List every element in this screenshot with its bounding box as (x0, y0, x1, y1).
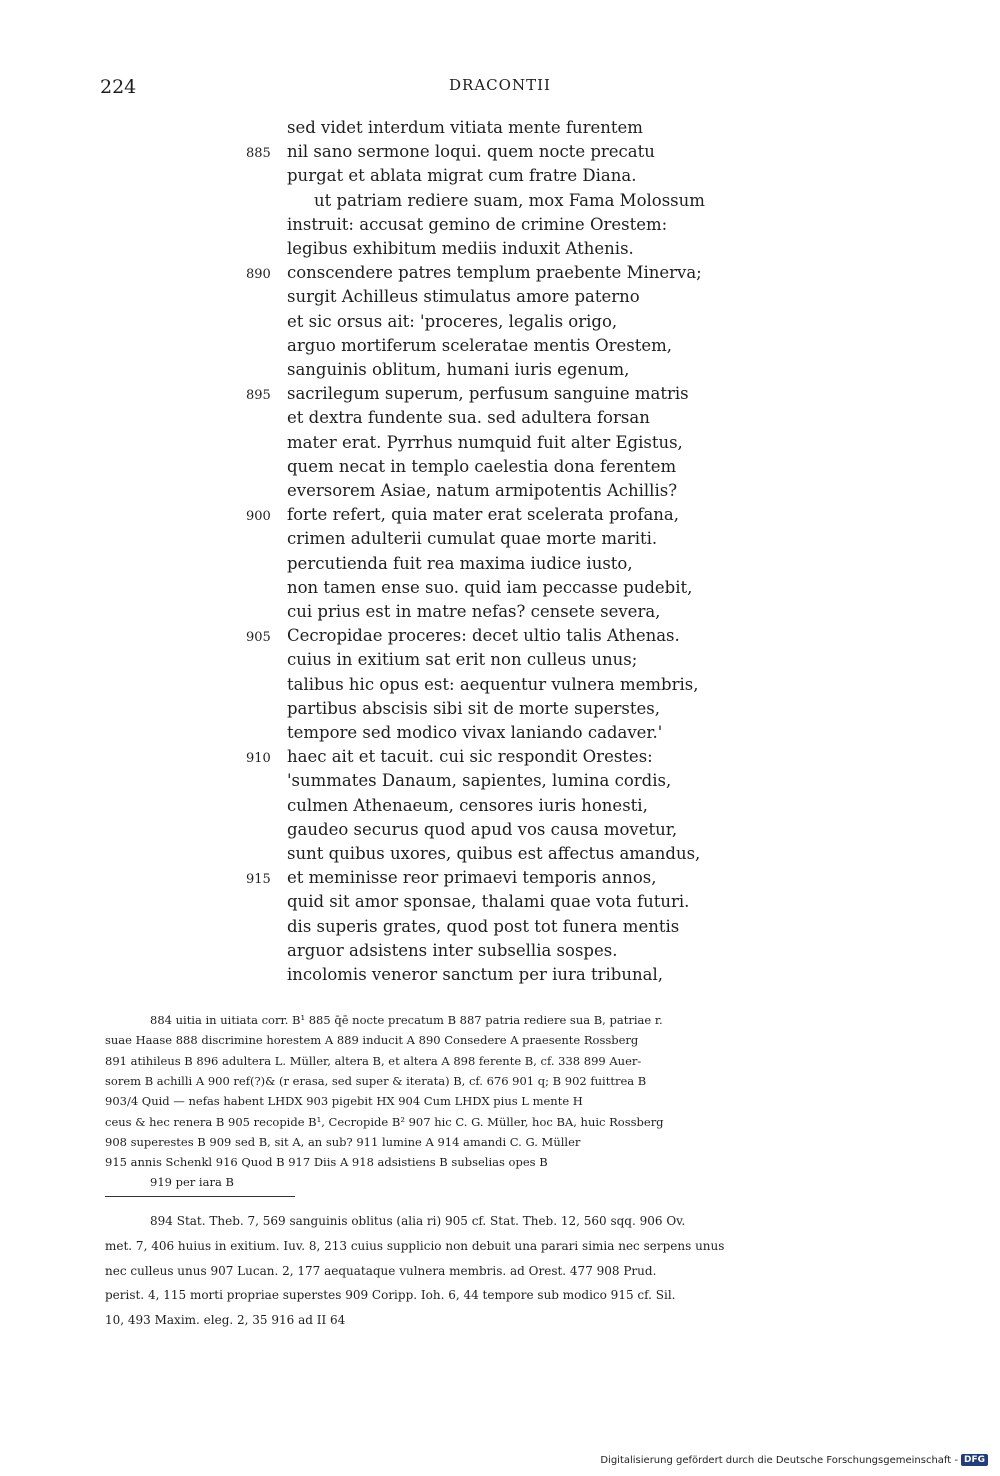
similia-line: nec culleus unus 907 Lucan. 2, 177 aequataque vulnera membris. ad Orest. 477 908 Prud. (105, 1263, 657, 1278)
line-number: 900 (246, 509, 271, 525)
verse-line: mater erat. Pyrrhus numquid fuit alter Egistus, (287, 432, 683, 452)
verse-line: sanguinis oblitum, humani iuris egenum, (287, 360, 630, 379)
verse-line: sunt quibus uxores, quibus est affectus amandus, (287, 844, 701, 863)
verse-line: et dextra fundente sua. sed adultera forsan (287, 408, 650, 428)
verse-line: forte refert, quia mater erat scelerata profana, (287, 505, 680, 525)
line-number: 905 (246, 630, 271, 646)
similia-line: met. 7, 406 huius in exitium. Iuv. 8, 213 cuius supplicio non debuit una parari simia nec serpens unus (105, 1238, 725, 1253)
verse-line: conscendere patres templum praebente Minerva; (287, 263, 702, 283)
verse-line: cuius in exitium sat erit non culleus unus; (287, 650, 638, 670)
verse-line: gaudeo securus quod apud vos causa movetur, (287, 819, 678, 839)
verse-line: nil sano sermone loqui. quem nocte precatu (287, 142, 655, 162)
verse-line: partibus abscisis sibi sit de morte superstes, (287, 698, 660, 718)
dfg-footer (600, 1454, 988, 1466)
apparatus-separator (105, 1196, 295, 1197)
verse-line: purgat et ablata migrat cum fratre Diana. (287, 166, 637, 186)
verse-line: arguor adsistens inter subsellia sospes. (287, 940, 618, 960)
verse-line: non tamen ense suo. quid iam peccasse pudebit, (287, 577, 693, 597)
line-number: 915 (246, 872, 271, 888)
similia-line: perist. 4, 115 morti propriae superstes 909 Coripp. Ioh. 6, 44 tempore sub modico 915 cf. Sil. (105, 1288, 676, 1303)
verse-line: ut patriam rediere suam, mox Fama Molossum (314, 190, 705, 210)
verse-line: quem necat in templo caelestia dona ferentem (287, 456, 677, 476)
apparatus-line: 908 superestes B 909 sed B, sit A, an sub? 911 lumine A 914 amandi C. G. Müller (105, 1134, 581, 1149)
verse-line: dis superis grates, quod post tot funera mentis (287, 916, 680, 936)
verse-line: talibus hic opus est: aequentur vulnera membris, (287, 674, 699, 694)
verse-line: legibus exhibitum mediis induxit Athenis. (287, 239, 634, 258)
apparatus-line: 919 per iara B (150, 1175, 234, 1190)
verse-line: tempore sed modico vivax laniando cadaver.' (287, 723, 663, 742)
verse-line: percutienda fuit rea maxima iudice iusto, (287, 553, 633, 573)
page-number: 224 (100, 76, 137, 98)
similia-line: 10, 493 Maxim. eleg. 2, 35 916 ad II 64 (105, 1313, 346, 1328)
line-number: 895 (246, 388, 271, 404)
verse-line: crimen adulterii cumulat quae morte mariti. (287, 529, 658, 549)
verse-line: arguo mortiferum sceleratae mentis Orestem, (287, 335, 673, 355)
verse-line: et meminisse reor primaevi temporis annos, (287, 868, 657, 888)
line-number: 890 (246, 267, 271, 283)
verse-line: Cecropidae proceres: decet ultio talis Athenas. (287, 626, 680, 646)
verse-line: haec ait et tacuit. cui sic respondit Orestes: (287, 747, 653, 767)
verse-line: sacrilegum superum, perfusum sanguine matris (287, 384, 689, 404)
verse-line: et sic orsus ait: 'proceres, legalis origo, (287, 311, 618, 331)
verse-line: quid sit amor sponsae, thalami quae vota futuri. (287, 892, 690, 912)
verse-line: surgit Achilleus stimulatus amore paterno (287, 287, 640, 307)
running-title: DRACONTII (449, 76, 551, 94)
similia-line: 894 Stat. Theb. 7, 569 sanguinis oblitus (alia ri) 905 cf. Stat. Theb. 12, 560 sqq. 906 Ov. (150, 1214, 686, 1228)
dfg-logo: DFG (961, 1454, 988, 1466)
verse-line: 'summates Danaum, sapientes, lumina cordis, (287, 771, 672, 791)
apparatus-line: suae Haase 888 discrimine horestem A 889 inducit A 890 Consedere A praesente Rossberg (105, 1033, 639, 1048)
verse-line: culmen Athenaeum, censores iuris honesti, (287, 795, 648, 815)
apparatus-line: 903/4 Quid — nefas habent LHDX 903 pigebit HX 904 Cum LHDX pius L mente H (105, 1094, 583, 1109)
apparatus-line: sorem B achilli A 900 ref(?)& (r erasa, sed super & iterata) B, cf. 676 901 q; B 902 fuittrea B (105, 1073, 647, 1088)
verse-line: eversorem Asiae, natum armipotentis Achillis? (287, 481, 678, 500)
line-number: 910 (246, 751, 271, 767)
apparatus-line: 891 atihileus B 896 adultera L. Müller, altera B, et altera A 898 ferente B, cf. 338 899 Auer- (105, 1053, 642, 1068)
footer-text: Digitalisierung gefördert durch die Deutsche Forschungsgemeinschaft - (600, 1454, 958, 1466)
line-number: 885 (246, 146, 271, 162)
verse-line: sed videt interdum vitiata mente furentem (287, 118, 643, 137)
verse-line: instruit: accusat gemino de crimine Orestem: (287, 214, 668, 234)
apparatus-line: 884 uitia in uitiata corr. B¹ 885 q̄ē nocte precatum B 887 patria rediere sua B, patriae r. (150, 1013, 663, 1027)
apparatus-line: 915 annis Schenkl 916 Quod B 917 Diis A 918 adsistiens B subselias opes B (105, 1155, 548, 1170)
apparatus-line: ceus & hec renera B 905 recopide B¹, Cecropide B² 907 hic C. G. Müller, hoc BA, huic Rossberg (105, 1114, 664, 1129)
verse-line: incolomis veneror sanctum per iura tribunal, (287, 965, 663, 984)
verse-line: cui prius est in matre nefas? censete severa, (287, 602, 661, 621)
